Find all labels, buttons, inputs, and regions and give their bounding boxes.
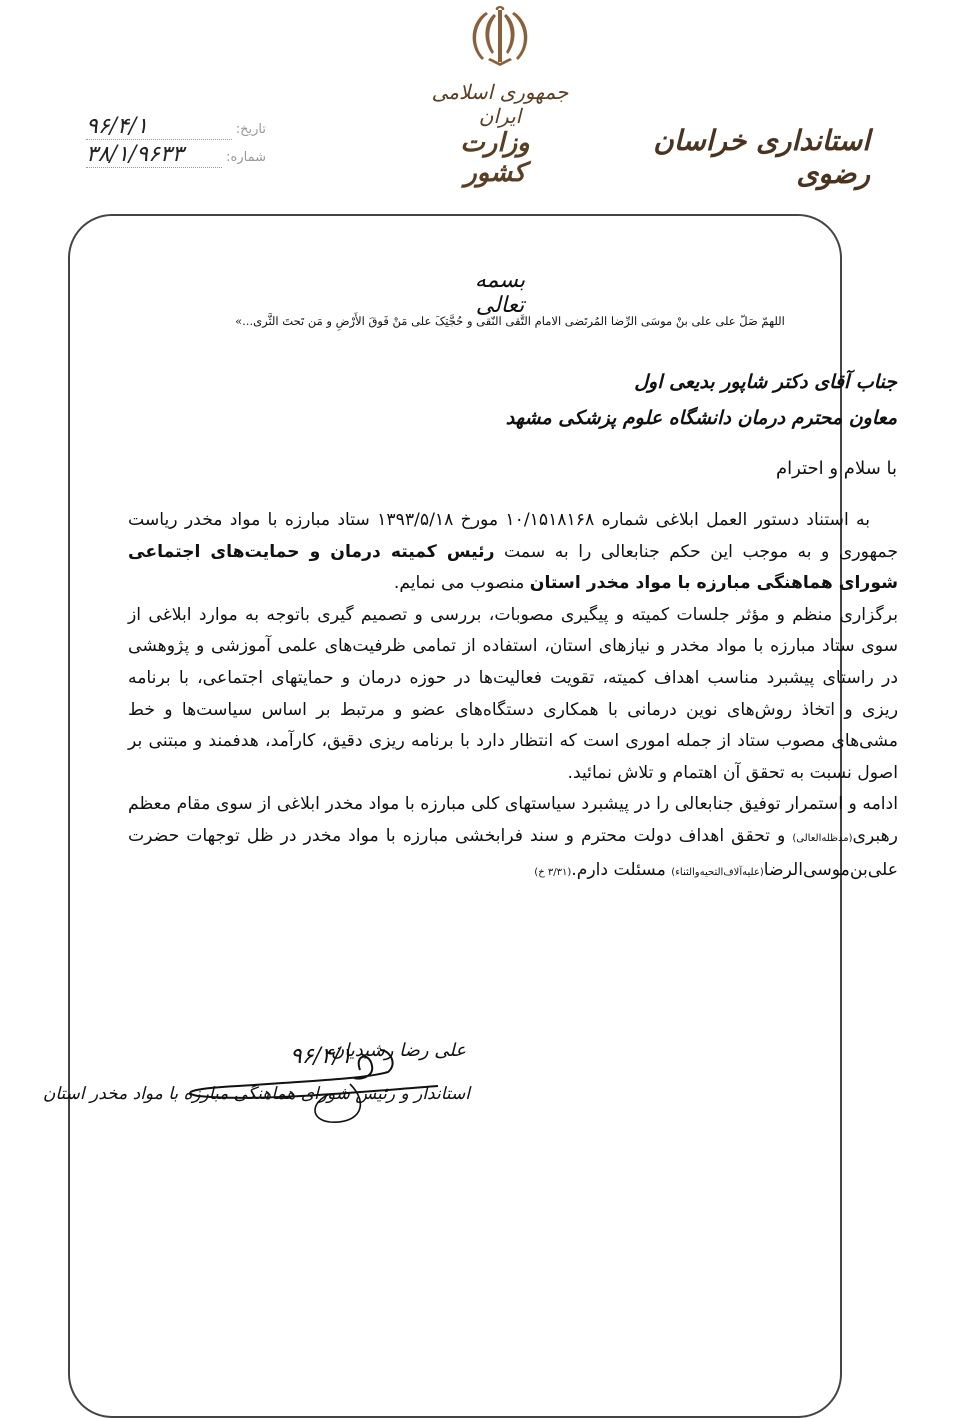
appointment-closing: منصوب می نمایم. <box>393 573 530 594</box>
addressee-name: جناب آقای دکتر شاپور بدیعی اول <box>634 371 897 393</box>
signature-block <box>42 1040 480 1130</box>
governorate-name: استانداری خراسان رضوی <box>653 124 870 190</box>
date-value: ۹۶/۴/۱ <box>86 114 232 140</box>
signatory-name: علی رضا رشیدیان <box>331 1040 466 1061</box>
salawat-line: اللهمّ صَلّ علی علی بنْ موسَی الرِّضا المُرتَضی الامام التَّقی النّقی و حُجَّتِکَ علی مَنْ فَوقَ الأَرْضِ و مَن تَحتَ الثَّری...» <box>235 314 785 328</box>
reference-code: (۳/۳۱ خ) <box>534 866 572 878</box>
number-row <box>86 142 266 170</box>
paragraph-appointment <box>128 505 898 600</box>
ministry-name: وزارت کشور <box>460 128 530 188</box>
wishes-text-b: و تحقق اهداف دولت محترم و سند فرابخشی مبارزه با مواد مخدر در ظل توجهات حضرت علی‌بن‌موسی‌الرضا <box>128 825 898 880</box>
date-row <box>86 114 266 142</box>
number-value: ۳۸/۱/۹۶۳۳ <box>86 142 222 168</box>
number-label: شماره: <box>226 150 266 165</box>
appointment-position: رئیس کمیته درمان و حمایت‌های اجتماعی شورای هماهنگی مبارزه با مواد مخدر استان <box>128 541 898 594</box>
honorific-imam: (علیه‌آلاف‌التحیه‌والثناء) <box>671 866 764 878</box>
addressee-block <box>397 364 897 436</box>
iran-emblem-icon <box>458 4 542 68</box>
letter-body <box>128 505 898 888</box>
wishes-text-a: ادامه و استمرار توفیق جنابعالی را در پیشبرد سیاستهای کلی مبارزه با مواد مخدر ابلاغی از سوی مقام معظم رهبری <box>128 794 898 846</box>
invocation-title: بسمه تعالی <box>474 268 526 318</box>
letter-meta <box>86 114 266 170</box>
addressee-position: معاون محترم درمان دانشگاه علوم پزشکی مشهد <box>505 407 897 429</box>
paragraph-duties: برگزاری منظم و مؤثر جلسات کمیته و پیگیری مصوبات، بررسی و تصمیم گیری باتوجه به موارد ابلاغی از سوی ستاد مبارزه با مواد مخدر و نیازهای استان، استفاده از تمامی ظرفیت‌های علمی آموزشی و پژوهشی در راستای پیشبرد مناسب اهداف کمیته، تقویت فعالیت‌ها در حوزه درمان و حمایتهای اجتماعی، با برنامه ریزی و اتخاذ روش‌های نوین درمانی با همکاری دستگاه‌های عضو و مرتبط بر اساس سیاست‌ها و خط مشی‌های مصوب ستاد از جمله اموری است که انتظار دارد با برنامه ریزی دقیق، کارآمد، هدفمند و مبتنی بر اصول نسبت به تحقق آن اهتمام و تلاش نمائید. <box>128 604 898 783</box>
paragraph-wishes <box>128 789 898 888</box>
signatory-title: استاندار و رئیس شورای هماهنگی مبارزه با مواد مخدر استان <box>42 1084 470 1104</box>
signature-date: ۹۶/۴/۱ <box>289 1044 352 1069</box>
wishes-text-c: مسئلت دارم. <box>571 859 672 880</box>
appointment-text: به استناد دستور العمل ابلاغی شماره ۱۰/۱۵۱۸۱۶۸ مورخ ۱۳۹۳/۵/۱۸ ستاد مبارزه با مواد مخدر ریاست جمهوری و به موجب این حکم جنابعالی را به سمت <box>128 510 898 562</box>
date-label: تاریخ: <box>235 122 266 137</box>
greeting: با سلام و احترام <box>776 458 897 479</box>
country-name: جمهوری اسلامی ایران <box>431 80 569 128</box>
honorific-leader: (مدظله‌العالی) <box>792 832 853 844</box>
